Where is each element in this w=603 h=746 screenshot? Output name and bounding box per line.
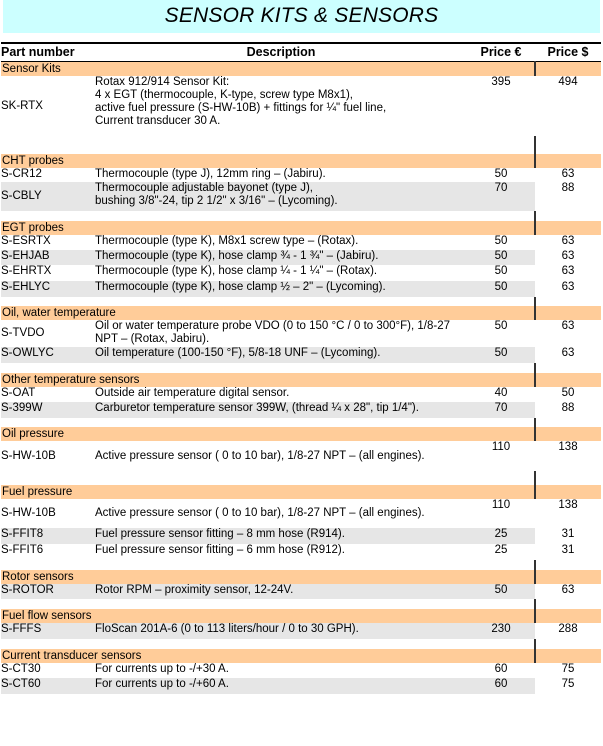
spacer-cell [1,471,535,485]
part-number-cell: S-TVDO [1,327,45,339]
section-spacer [1,599,601,609]
price-usd-cell: 50 [561,387,575,399]
part-number-cell: S-OAT [1,387,36,399]
section-spacer [1,471,601,485]
price-eur-cell: 25 [494,544,508,556]
header-part-number: Part number [1,43,95,62]
price-eur-cell: 50 [494,265,508,277]
part-number-cell: S-HW-10B [1,507,56,519]
header-description: Description [95,43,467,62]
description-cell: For currents up to -/+60 A. [95,678,467,694]
price-eur-cell: 60 [494,663,508,675]
part-number-cell: S-OWLYC [1,347,95,363]
section-title: Oil pressure [1,427,535,442]
section-title: EGT probes [1,221,535,236]
part-number-cell: S-CR12 [1,168,42,180]
description-cell: Thermocouple (type K), hose clamp ¼ - 1 ¼" – (Rotax). [95,265,378,277]
description-cell: Outside air temperature digital sensor. [95,387,290,399]
price-eur-cell: 50 [467,281,535,297]
spacer-usd-cell [535,136,601,154]
price-eur-cell: 70 [467,402,535,418]
section-header [1,306,601,321]
price-eur-cell: 50 [467,250,535,265]
description-cell: Fuel pressure sensor fitting – 8 mm hose (R914). [95,528,467,544]
section-header [1,649,601,664]
spacer-cell [1,363,535,373]
description-cell: Thermocouple (type K), hose clamp ¾ - 1 ¾" – (Jabiru). [95,250,467,265]
price-usd-cell: 494 [558,76,578,88]
section-title: Fuel flow sensors [1,609,535,624]
section-header [1,221,601,236]
part-number-cell: S-HW-10B [1,449,56,462]
section-title: Other temperature sensors [1,373,535,388]
section-header-usd-cell [535,306,601,321]
price-usd-cell: 75 [561,678,575,690]
spacer-usd-cell [535,418,601,427]
table-row [1,235,601,250]
section-header [1,609,601,624]
spacer-usd-cell [535,297,601,306]
price-eur-cell: 70 [467,182,535,211]
table-row [1,168,601,182]
header-row [1,43,601,62]
part-number-cell: S-FFIT8 [1,528,95,544]
section-header-usd-cell [535,485,601,500]
part-number-cell: S-CBLY [1,182,95,211]
spacer-usd-cell [535,211,601,221]
section-spacer [1,418,601,427]
table-row [1,499,601,528]
spacer-cell [1,297,535,306]
part-number-cell: S-CT60 [1,678,95,694]
price-eur-cell: 25 [467,528,535,544]
spacer-cell [1,211,535,221]
section-header [1,154,601,169]
price-table [1,42,601,694]
description-cell: Rotax 912/914 Sensor Kit: 4 x EGT (thermocouple, K-type, screw type M8x1), active fuel pressure (S-HW-10B) + fittings for ¼" fuel line, Current transducer 30 A. [95,76,387,127]
section-spacer [1,297,601,306]
section-header [1,373,601,388]
price-usd-cell: 63 [561,347,575,359]
section-header-usd-cell [535,154,601,169]
price-usd-cell: 63 [561,320,575,332]
section-title: Current transducer sensors [1,649,535,664]
table-row [1,182,601,211]
price-eur-cell: 50 [494,235,508,247]
description-cell: Thermocouple (type K), hose clamp ½ – 2" – (Lycoming). [95,281,467,297]
description-cell: Thermocouple (type K), M8x1 screw type – (Rotax). [95,235,359,247]
price-eur-cell: 110 [491,499,511,511]
spacer-cell [1,560,535,570]
price-eur-cell: 50 [494,320,508,332]
price-usd-cell: 31 [561,528,575,540]
section-title: Rotor sensors [1,570,535,585]
description-cell: FloScan 201A-6 (0 to 113 liters/hour / 0 to 30 GPH). [95,623,467,639]
page-title: SENSOR KITS & SENSORS [3,0,600,33]
spacer-usd-cell [535,363,601,373]
description-cell: Active pressure sensor ( 0 to 10 bar), 1/8-27 NPT – (all engines). [95,507,425,519]
spacer-usd-cell [535,639,601,649]
price-eur-cell: 110 [491,441,511,453]
description-cell: Oil temperature (100-150 °F), 5/8-18 UNF – (Lycoming). [95,347,467,363]
price-usd-cell: 63 [561,281,575,293]
table-row [1,76,601,136]
description-cell: Thermocouple adjustable bayonet (type J), bushing 3/8"-24, tip 2 1/2" x 3/16" – (Lycoming). [95,182,467,211]
price-usd-cell: 88 [561,402,575,414]
section-title: Fuel pressure [1,485,535,500]
section-spacer [1,639,601,649]
price-eur-cell: 395 [491,76,511,88]
section-spacer [1,136,601,154]
section-title: CHT probes [1,154,535,169]
table-row [1,678,601,694]
part-number-cell: S-FFIT6 [1,544,44,556]
spacer-usd-cell [535,471,601,485]
header-price-eur: Price € [467,43,535,62]
description-cell: For currents up to -/+30 A. [95,663,229,675]
section-header [1,485,601,500]
price-usd-cell: 138 [558,441,578,453]
price-eur-cell: 60 [467,678,535,694]
price-usd-cell: 75 [561,663,575,675]
description-cell: Carburetor temperature sensor 399W, (thread ¼ x 28", tip 1/4"). [95,402,467,418]
price-usd-cell: 288 [558,623,578,635]
price-eur-cell: 50 [494,168,508,180]
section-header-usd-cell [535,570,601,585]
table-row [1,320,601,347]
price-usd-cell: 63 [561,584,575,596]
table-row [1,347,601,363]
price-eur-cell: 230 [467,623,535,639]
section-spacer [1,363,601,373]
section-title: Sensor Kits [1,62,535,77]
part-number-cell: S-EHLYC [1,281,95,297]
part-number-cell: S-ESRTX [1,235,51,247]
section-header-usd-cell [535,62,601,77]
section-spacer [1,560,601,570]
part-number-cell: SK-RTX [1,99,43,112]
table-row [1,544,601,560]
description-cell: Oil or water temperature probe VDO (0 to 150 °C / 0 to 300°F), 1/8-27 NPT – (Rotax, Jabiru). [95,320,451,345]
table-row [1,584,601,599]
section-header-usd-cell [535,373,601,388]
price-usd-cell: 63 [561,250,575,262]
section-title: Oil, water temperature [1,306,535,321]
section-header-usd-cell [535,221,601,236]
price-usd-cell: 88 [561,182,575,194]
description-cell: Thermocouple (type J), 12mm ring – (Jabiru). [95,168,326,180]
description-cell: Active pressure sensor ( 0 to 10 bar), 1/8-27 NPT – (all engines). [95,449,425,462]
price-usd-cell: 138 [558,499,578,511]
part-number-cell: S-EHRTX [1,265,52,277]
price-usd-cell: 63 [561,265,575,277]
spacer-usd-cell [535,560,601,570]
price-usd-cell: 63 [561,168,575,180]
table-row [1,250,601,265]
table-row [1,387,601,402]
table-row [1,265,601,281]
description-cell: Rotor RPM – proximity sensor, 12-24V. [95,584,467,599]
spacer-cell [1,639,535,649]
description-cell: Fuel pressure sensor fitting – 6 mm hose (R912). [95,544,345,556]
price-usd-cell: 63 [561,235,575,247]
price-usd-cell: 31 [561,544,575,556]
section-header-usd-cell [535,649,601,664]
section-header-usd-cell [535,609,601,624]
spacer-usd-cell [535,599,601,609]
section-spacer [1,211,601,221]
price-eur-cell: 50 [467,347,535,363]
header-price-usd: Price $ [535,43,601,62]
section-header [1,427,601,442]
table-row [1,441,601,471]
price-eur-cell: 40 [494,387,508,399]
part-number-cell: S-FFFS [1,623,95,639]
section-header-usd-cell [535,427,601,442]
part-number-cell: S-ROTOR [1,584,95,599]
section-header [1,570,601,585]
table-row [1,402,601,418]
part-number-cell: S-CT30 [1,663,41,675]
table-row [1,528,601,544]
spacer-cell [1,599,535,609]
spacer-cell [1,418,535,427]
section-header [1,62,601,77]
part-number-cell: S-399W [1,402,95,418]
table-row [1,281,601,297]
table-row [1,623,601,639]
part-number-cell: S-EHJAB [1,250,95,265]
price-eur-cell: 50 [467,584,535,599]
spacer-cell [1,136,535,154]
table-row [1,663,601,678]
